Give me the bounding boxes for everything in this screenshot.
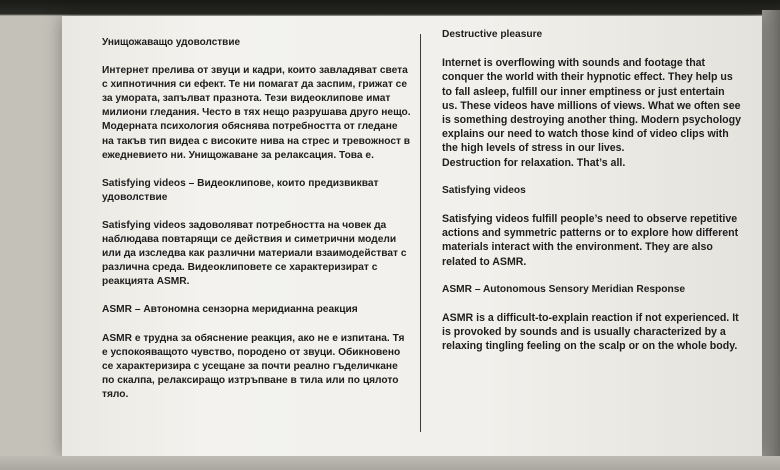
column-divider (420, 34, 421, 432)
bg-satisfying-text: Satisfying videos задоволяват потребността на човек да наблюдава повтарящи се действия и симетрични модели или да изследва как различни материали взаимодействат с различна среда. Видеоклиповете се характеризират с реакцията ASMR. (102, 219, 407, 288)
en-intro-text: Internet is overflowing with sounds and footage that conquer the world with their hypnotic effect. They help us to fall asleep, fulfill our inner emptiness or just entertain us. These videos have millions of views. What we often see is something destroying another thing. Modern psychology explains our need to watch those kind of video clips with the high levels of stress in our lives. (442, 57, 741, 155)
en-asmr-heading: ASMR – Autonomous Sensory Meridian Response (442, 283, 686, 295)
bg-asmr-text: ASMR е трудна за обяснение реакция, ако не е изпитана. Тя е успокояващото чувство, породено от звуци. Обикновено се характеризира с усещане за почти реално гъделичкане по скалпа, релаксиращо изтръпване в тила или по цялото тяло. (102, 332, 405, 400)
bg-title: Унищожаващо удоволствие (102, 37, 241, 48)
wall-edge (762, 10, 780, 470)
en-satisfying-heading: Satisfying videos (442, 184, 526, 196)
panel-bottom-edge (0, 456, 780, 470)
bulgarian-column (102, 36, 412, 402)
en-satisfying-text: Satisfying videos fulfill people’s need to observe repetitive actions and symmetric patterns or to explore how different materials interact with the environment. They are also related to ASMR. (442, 213, 739, 268)
en-title: Destructive pleasure (442, 29, 543, 40)
bg-intro-text: Интернет прелива от звуци и кадри, които завладяват света с хипнотичния си ефект. Те ни помагат да заспим, грижат се за умората, запълват празнота. Тези видеоклипове имат милиони гледания. Често в тях нещо разрушава друго нещо. Модерната психология обяснява потребността от гледане на такъв тип видеа с високите нива на стрес и тревожност в ежедневието ни. Унищожаване за релаксация. Това е. (102, 65, 411, 161)
english-column (442, 28, 742, 354)
en-intro-end: Destruction for relaxation. That’s all. (442, 156, 626, 169)
bg-asmr-heading: ASMR – Автономна сензорна меридианна реакция (102, 304, 358, 316)
bg-satisfying-heading: Satisfying videos – Видеоклипове, които предизвикват удоволствие (102, 177, 379, 203)
en-asmr-text: ASMR is a difficult-to-explain reaction if not experienced. It is provoked by sounds and is usually characterized by a relaxing tingling feeling on the scalp or on the whole body. (442, 312, 739, 353)
